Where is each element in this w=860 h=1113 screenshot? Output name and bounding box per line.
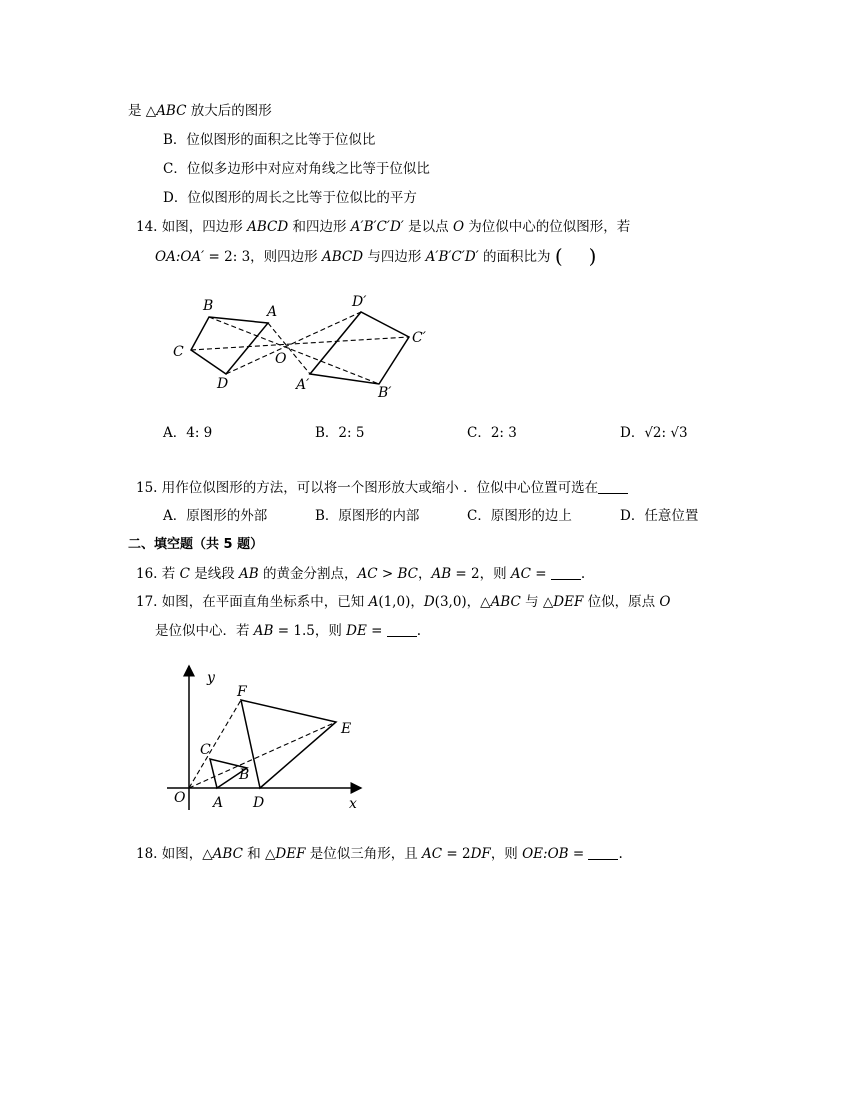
- answer-blank[interactable]: [588, 845, 618, 860]
- q16-stem: [136, 564, 585, 584]
- text: .: [416, 623, 422, 639]
- q15-option-d[interactable]: D．任意位置: [620, 508, 699, 524]
- text: =: [366, 623, 387, 639]
- label-a: A: [267, 304, 278, 320]
- math: DE: [346, 623, 367, 639]
- label-a: A: [213, 795, 224, 811]
- text: 的面积比为: [478, 249, 551, 265]
- quad-abcd-prime: [310, 312, 409, 384]
- text: 与四边形: [363, 249, 426, 265]
- math: D: [423, 594, 435, 610]
- text: =: [568, 846, 589, 862]
- label-b: B: [203, 298, 214, 314]
- text: = 2: 3，则四边形: [204, 249, 322, 265]
- answer-blank[interactable]: [551, 565, 581, 580]
- text: 如图，△: [161, 846, 213, 862]
- q17-figure: [165, 660, 370, 812]
- label-c: C: [173, 344, 184, 360]
- q15-stem: [136, 478, 628, 498]
- text: 是位似三角形，且: [305, 846, 423, 862]
- text: .: [580, 566, 586, 582]
- question-number: 15.: [136, 480, 158, 496]
- math: DEF: [275, 846, 306, 862]
- quad-abcd: [191, 317, 268, 374]
- answer-blank[interactable]: [387, 622, 417, 637]
- answer-paren-close: ): [588, 244, 597, 268]
- q13-option-d[interactable]: D．位似图形的周长之比等于位似比的平方: [163, 190, 417, 206]
- label-o: O: [174, 790, 186, 806]
- math: AB: [431, 566, 452, 582]
- text: 和四边形: [288, 219, 351, 235]
- q18-stem: [136, 844, 623, 864]
- label-d: D: [217, 376, 229, 392]
- text: .: [618, 846, 623, 862]
- q14-option-a[interactable]: A．4: 9: [163, 425, 213, 441]
- label-c: C: [200, 742, 211, 758]
- text: 如图，在平面直角坐标系中，已知: [161, 594, 369, 610]
- q14-line2: [155, 246, 596, 267]
- text: 位似，原点: [583, 594, 660, 610]
- math: DEF: [553, 594, 584, 610]
- label-b-prime: B′: [378, 385, 392, 401]
- text: ，: [417, 566, 432, 582]
- label-c-prime: C′: [412, 330, 426, 346]
- math: ABC: [156, 103, 187, 119]
- q14-option-d[interactable]: D．√2: √3: [620, 425, 688, 441]
- text: 用作位似图形的方法，可以将一个图形放大或缩小 ．位似中心位置可选在: [161, 480, 599, 496]
- text: 为位似中心的位似图形，若: [464, 219, 631, 235]
- math: ABCD: [247, 219, 289, 235]
- text: 是 △: [128, 103, 157, 119]
- question-number: 14.: [136, 219, 158, 235]
- text: ，则: [490, 846, 523, 862]
- math: OA:OA′: [155, 249, 205, 265]
- label-y: y: [207, 670, 215, 686]
- math: OE:OB: [522, 846, 569, 862]
- question-number: 17.: [136, 594, 158, 610]
- label-e: E: [341, 721, 352, 737]
- math: AB: [239, 566, 259, 582]
- continuation-line: [128, 101, 272, 121]
- dashed-rays: [189, 700, 336, 788]
- label-d: D: [253, 795, 265, 811]
- label-d-prime: D′: [352, 294, 367, 310]
- math: A′B′C′D′: [350, 219, 404, 235]
- answer-paren-open: (: [554, 244, 563, 268]
- q14-option-b[interactable]: B．2: 5: [315, 425, 365, 441]
- text: 如图，四边形: [161, 219, 248, 235]
- text: (3,0)，△: [434, 594, 491, 610]
- text: 是以点: [403, 219, 453, 235]
- math: AC > BC: [357, 566, 418, 582]
- label-a-prime: A′: [296, 377, 310, 393]
- text: = 1.5，则: [273, 623, 347, 639]
- text: 放大后的图形: [186, 103, 272, 119]
- math: A: [368, 594, 379, 610]
- q14-line1: [136, 217, 630, 237]
- q13-option-c[interactable]: C．位似多边形中对应对角线之比等于位似比: [163, 161, 430, 177]
- text: 与 △: [520, 594, 554, 610]
- label-b: B: [239, 767, 250, 783]
- text: = 2: [442, 846, 471, 862]
- text: = 2，则: [451, 566, 511, 582]
- math: O: [452, 219, 465, 235]
- math: ABCD: [321, 249, 364, 265]
- q15-option-a[interactable]: A．原图形的外部: [163, 508, 268, 524]
- math: AC: [422, 846, 443, 862]
- text: (1,0)，: [378, 594, 424, 610]
- triangle-def: [241, 700, 336, 788]
- math: AC: [510, 566, 532, 582]
- text: 和 △: [242, 846, 276, 862]
- text: 是位似中心．若: [155, 623, 254, 639]
- label-x: x: [349, 796, 357, 812]
- text: 是线段: [189, 566, 240, 582]
- question-number: 16.: [136, 566, 158, 582]
- text: 若: [161, 566, 180, 582]
- q14-figure: [165, 290, 445, 405]
- question-number: 18.: [136, 846, 158, 862]
- label-o: O: [275, 351, 287, 367]
- q14-option-c[interactable]: C．2: 3: [467, 425, 517, 441]
- q17-line1: [136, 592, 671, 612]
- math: A′B′C′D′: [425, 249, 479, 265]
- math: ABC: [212, 846, 243, 862]
- math: O: [659, 594, 671, 610]
- text: =: [531, 566, 551, 582]
- math: DF: [470, 846, 491, 862]
- math: C: [179, 566, 190, 582]
- text: 的黄金分割点，: [258, 566, 358, 582]
- section-heading: 二、填空题（共 5 题）: [128, 537, 264, 552]
- label-f: F: [237, 684, 247, 700]
- math: ABC: [490, 594, 521, 610]
- math: AB: [253, 623, 274, 639]
- q15-option-b[interactable]: B．原图形的内部: [315, 508, 420, 524]
- q15-option-c[interactable]: C．原图形的边上: [467, 508, 572, 524]
- q13-option-b[interactable]: B．位似图形的面积之比等于位似比: [163, 132, 376, 148]
- answer-blank[interactable]: [598, 479, 628, 494]
- q17-line2: [155, 621, 421, 641]
